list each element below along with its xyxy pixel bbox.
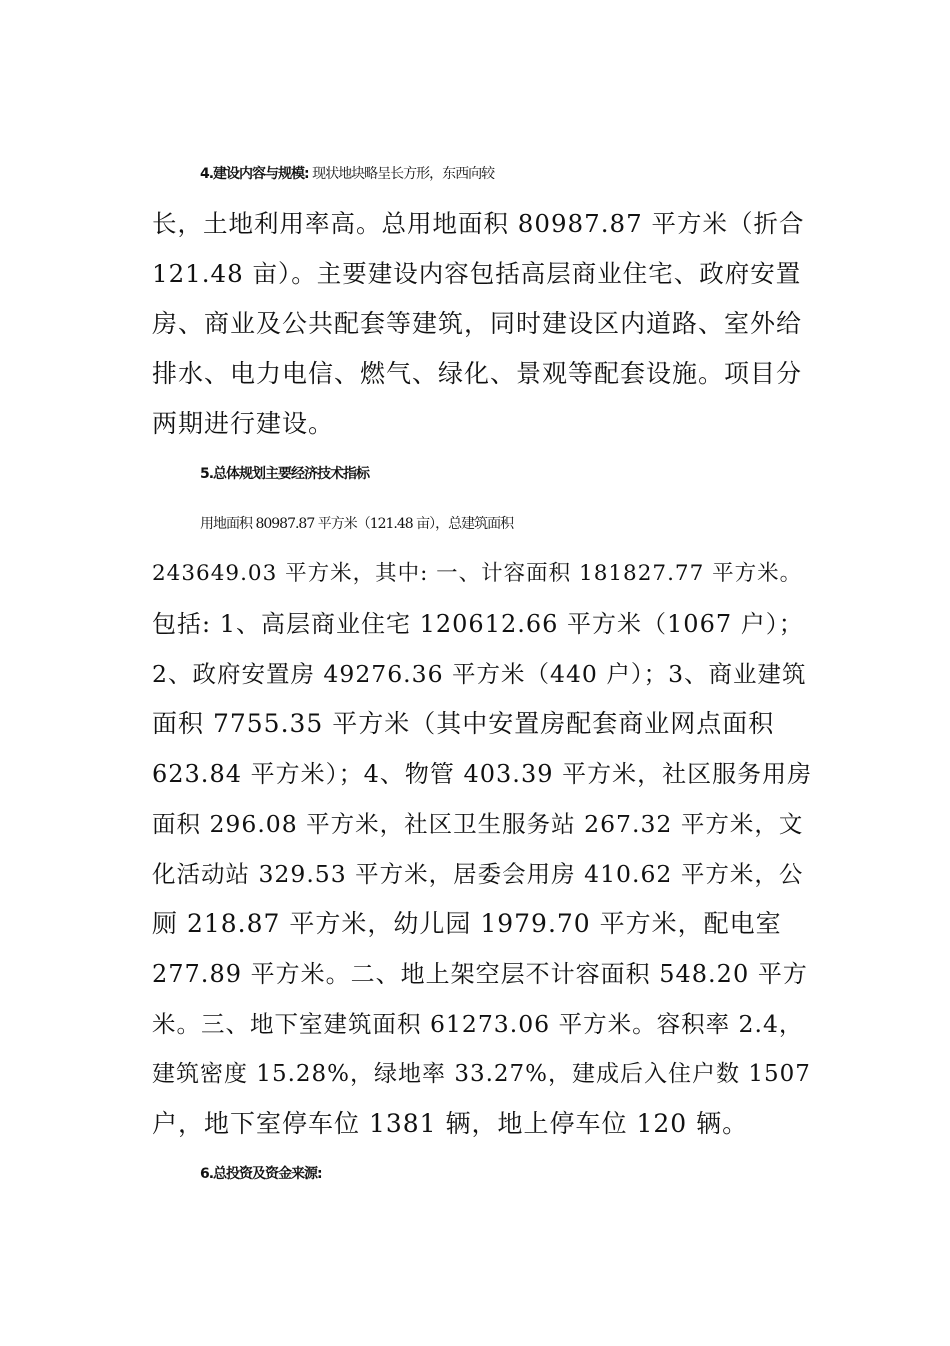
section4-heading: 4.建设内容与规模:	[200, 166, 309, 182]
section5-line-4: 面积 7755.35 平方米（其中安置房配套商业网点面积	[152, 709, 775, 738]
section4-line-4: 排水、电力电信、燃气、绿化、景观等配套设施。项目分	[152, 359, 803, 388]
section5-heading: 5.总体规划主要经济技术指标	[200, 466, 370, 482]
section5-line-6: 面积 296.08 平方米，社区卫生服务站 267.32 平方米，文	[152, 810, 804, 838]
section5-line-8: 厕 218.87 平方米，幼儿园 1979.70 平方米，配电室	[152, 909, 782, 938]
section5-line-1: 243649.03 平方米，其中: 一、计容面积 181827.77 平方米。	[152, 561, 803, 586]
section4-first-line	[200, 158, 860, 190]
section5-line-10: 米。三、地下室建筑面积 61273.06 平方米。容积率 2.4，	[152, 1010, 804, 1038]
section4-line-3: 房、商业及公共配套等建筑，同时建设区内道路、室外给	[152, 309, 803, 338]
section5-line-11: 建筑密度 15.28%，绿地率 33.27%，建成后入住户数 1507	[152, 1061, 811, 1087]
section5-line-2: 包括: 1、高层商业住宅 120612.66 平方米（1067 户）；	[152, 610, 804, 638]
section5-line-9: 277.89 平方米。二、地上架空层不计容面积 548.20 平方	[152, 960, 808, 988]
section6-heading: 6.总投资及资金来源:	[200, 1166, 322, 1182]
section5-line-5: 623.84 平方米）；4、物管 403.39 平方米，社区服务用房	[152, 760, 813, 788]
section5-line-3: 2、政府安置房 49276.36 平方米（440 户）；3、商业建筑	[152, 660, 807, 688]
section5-line-0: 用地面积 80987.87 平方米（121.48 亩），总建筑面积	[200, 516, 514, 532]
section5-line-12: 户，地下室停车位 1381 辆，地上停车位 120 辆。	[152, 1109, 749, 1138]
section4-line-0: 现状地块略呈长方形，东西向较	[312, 166, 495, 182]
section5-line-7: 化活动站 329.53 平方米，居委会用房 410.62 平方米，公	[152, 860, 804, 888]
section4-line-5: 两期进行建设。	[152, 409, 335, 438]
section4-line-1: 长，土地利用率高。总用地面积 80987.87 平方米（折合	[152, 209, 805, 238]
section4-line-2: 121.48 亩）。主要建设内容包括高层商业住宅、政府安置	[152, 259, 802, 288]
